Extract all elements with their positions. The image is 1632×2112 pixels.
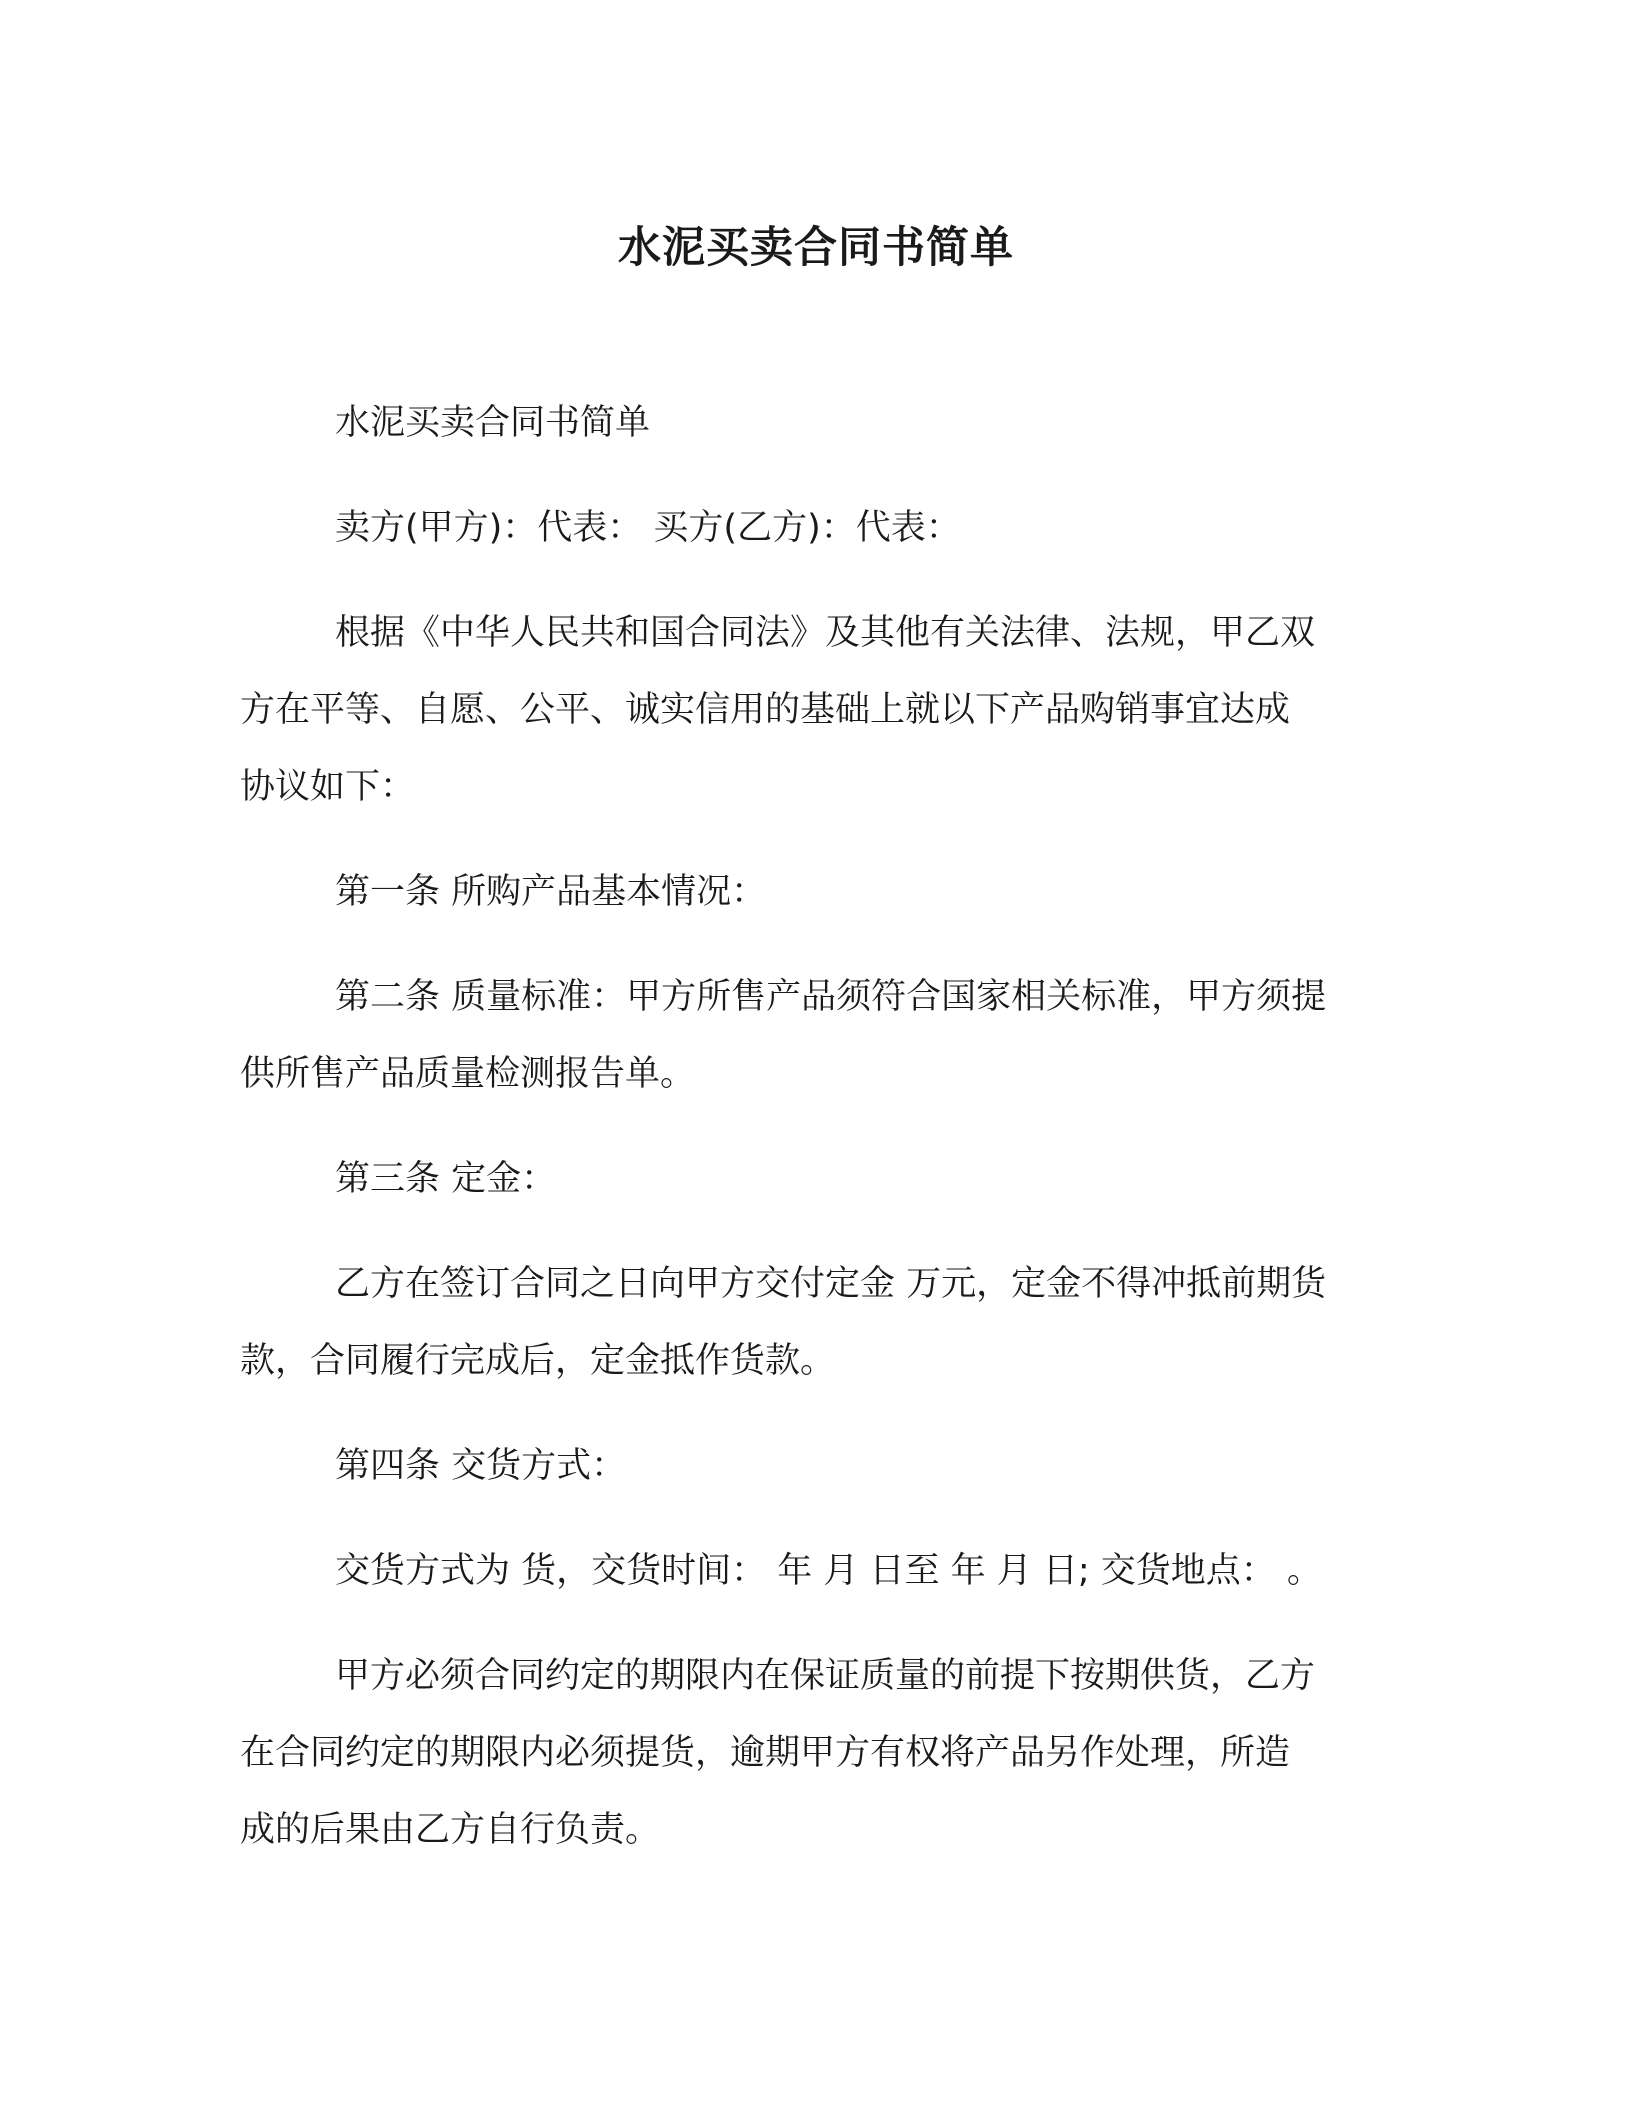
paragraph-line: 方在平等、自愿、公平、诚实信用的基础上就以下产品购销事宜达成 [240,690,1291,730]
paragraph-line: 成的后果由乙方自行负责。 [240,1810,661,1850]
paragraph-line: 第三条 定金： [335,1159,557,1199]
document-body [240,385,1390,1869]
paragraph-line: 协议如下： [240,767,416,807]
paragraph-line: 供所售产品质量检测报告单。 [240,1054,696,1094]
paragraph-line: 乙方在签订合同之日向甲方交付定金 万元，定金不得冲抵前期货 [335,1264,1327,1304]
paragraph-line: 第一条 所购产品基本情况： [335,872,767,912]
paragraph-line: 款，合同履行完成后，定金抵作货款。 [240,1341,836,1381]
paragraph [240,490,1390,567]
paragraph [240,854,1390,931]
paragraph [240,1428,1390,1505]
paragraph-line: 第四条 交货方式： [335,1446,627,1486]
paragraph [240,595,1390,826]
paragraph-line: 甲方必须合同约定的期限内在保证质量的前提下按期供货，乙方 [335,1656,1316,1696]
paragraph [240,1638,1390,1869]
paragraph [240,959,1390,1113]
paragraph [240,1141,1390,1218]
paragraph-line: 卖方(甲方)：代表： 买方(乙方)：代表： [335,508,961,548]
paragraph-line: 在合同约定的期限内必须提货，逾期甲方有权将产品另作处理，所造 [240,1733,1291,1773]
paragraph [240,1246,1390,1400]
document-title: 水泥买卖合同书简单 [618,223,1014,273]
paragraph [240,1533,1390,1610]
paragraph-line: 根据《中华人民共和国合同法》及其他有关法律、法规，甲乙双 [335,613,1316,653]
paragraph-line: 水泥买卖合同书简单 [335,403,651,443]
paragraph [240,385,1390,462]
paragraph-line: 第二条 质量标准：甲方所售产品须符合国家相关标准，甲方须提 [335,977,1327,1017]
paragraph-line: 交货方式为 货，交货时间： 年 月 日至 年 月 日; 交货地点： 。 [335,1551,1322,1591]
